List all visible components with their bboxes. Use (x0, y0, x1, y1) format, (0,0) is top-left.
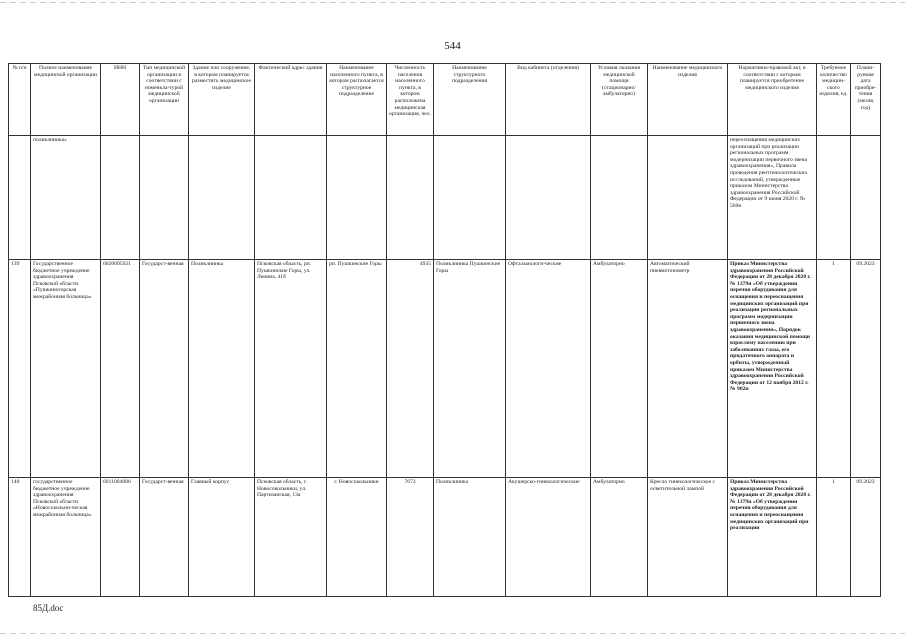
cell-device: Автоматический пневмотонометр (648, 260, 728, 478)
equipment-table (8, 63, 881, 597)
cell-settlement: г. Новосокольники (327, 478, 387, 597)
cell-inn: 6011004086 (101, 478, 140, 597)
equipment-table-wrapper (8, 63, 880, 597)
header-device: Наименование медицинского изделия (648, 64, 728, 136)
cell-cabinet: Офтальмологи-ческие (506, 260, 591, 478)
table-row (9, 260, 881, 478)
cell-empty (648, 136, 728, 260)
cell-empty (591, 136, 648, 260)
cell-building: Поликлиника (189, 260, 255, 478)
cell-empty (506, 136, 591, 260)
cell-unit: Поликлиника Пушкинские Горы (434, 260, 506, 478)
cell-empty (851, 136, 881, 260)
cell-legal-act: Приказ Министерства здравоохранения Российской Федерации от 28 декабря 2020 г. № 1379н «Об утверждении перечня оборудования для оснащения и переоснащения медицинских организаций при реализации региональных программ модернизации первичного звена здравоохранения», Порядок оказания медицинской помощи взрослому населению при заболеваниях глаза, его придаточного аппарата и орбиты, утвержденный приказом Министерства здравоохранения Российской Федерации от 12 ноября 2012 г. № 902н (728, 260, 817, 478)
cell-empty (387, 136, 434, 260)
cell-empty (255, 136, 327, 260)
cell-quantity: 1 (817, 260, 851, 478)
header-org-name: Полное наименование медицинской организации (31, 64, 101, 136)
cell-conditions: Амбулаторно (591, 478, 648, 597)
cell-date: 09.2023 (851, 478, 881, 597)
cell-address: Псковская область, г. Новосокольники, ул. Партизанская, 13а (255, 478, 327, 597)
header-date: Плани-руемая дата приобре-тения (месяц год) (851, 64, 881, 136)
header-building: Здание или сооружение, в котором планируется разместить медицинское изделие (189, 64, 255, 136)
cell-org-type: Государст-венная (140, 478, 189, 597)
header-address: Фактический адрес здания (255, 64, 327, 136)
footer-filename: 85Д.doc (33, 603, 64, 613)
cell-org-name: государственное бюджетное учреждение здравоохранения Псковской области «Новосокольни-ческая межрайонная больница» (31, 478, 101, 597)
cell-unit: Поликлиника (434, 478, 506, 597)
cell-org-type: Государст-венная (140, 260, 189, 478)
cell-empty (327, 136, 387, 260)
cell-building: Главный корпус (189, 478, 255, 597)
cell-empty (189, 136, 255, 260)
cell-quantity: 1 (817, 478, 851, 597)
header-legal-act: Нормативно-правовой акт, в соответствии с которым планируется приобретение медицинского изделия (728, 64, 817, 136)
cell-number: 139 (9, 260, 31, 478)
cell-address: Псковская область, рп. Пушкинские Горы, ул. Ленина, 41б (255, 260, 327, 478)
header-conditions: Условия оказания медицинской помощи (стационарно/ амбулаторно) (591, 64, 648, 136)
header-org-type: Тип медицинской организации в соответствии с номенкла-турой медицинской организации (140, 64, 189, 136)
cell-legal-act: Приказ Министерства здравоохранения Российской Федерации от 28 декабря 2020 г. № 1379н «Об утверждении перечня оборудования для оснащения и переоснащения медицинских организаций при реализации (728, 478, 817, 597)
scan-artifact-top (0, 2, 905, 3)
cell-empty (101, 136, 140, 260)
table-header-row (9, 64, 881, 136)
cell-legal-act: переоснащения медицинских организаций при реализации региональных программ модернизации первичного звена здравоохранения», Правила проведения рентгенологических исследований, утвержденные приказом Министерства здравоохранения Российской Федерации от 9 июня 2020 г. № 560н (728, 136, 817, 260)
header-inn: ИНН (101, 64, 140, 136)
cell-number: 140 (9, 478, 31, 597)
cell-population: 4935 (387, 260, 434, 478)
header-settlement: Наименование населенного пункта, в котором располагается структурное подразделение (327, 64, 387, 136)
cell-population: 7673 (387, 478, 434, 597)
cell-cabinet: Акушерско-гинекологические (506, 478, 591, 597)
scan-artifact-bottom (0, 633, 905, 634)
header-population: Численность населения населенного пункта, в котором расположена медицинская организация, чел. (387, 64, 434, 136)
table-row (9, 478, 881, 597)
cell-date: 09.2023 (851, 260, 881, 478)
header-number: № п/п (9, 64, 31, 136)
cell-org-name: поликлиника» (31, 136, 101, 260)
cell-org-name: Государственное бюджетное учреждение здравоохранения Псковской области «Пушкиногорская межрайонная больница» (31, 260, 101, 478)
header-cabinet: Вид кабинета (отделения) (506, 64, 591, 136)
cell-empty (434, 136, 506, 260)
cell-empty (140, 136, 189, 260)
cell-empty (9, 136, 31, 260)
page-number: 544 (444, 40, 461, 52)
cell-device: Кресло гинекологическое с осветительной лампой (648, 478, 728, 597)
cell-empty (817, 136, 851, 260)
table-row-continuation (9, 136, 881, 260)
cell-inn: 6020005921 (101, 260, 140, 478)
header-quantity: Требуемое количество медицин-ского изделия, ед. (817, 64, 851, 136)
cell-conditions: Амбулаторно (591, 260, 648, 478)
cell-settlement: рп. Пушкинские Горы (327, 260, 387, 478)
header-unit: Наименование структурного подразделения (434, 64, 506, 136)
